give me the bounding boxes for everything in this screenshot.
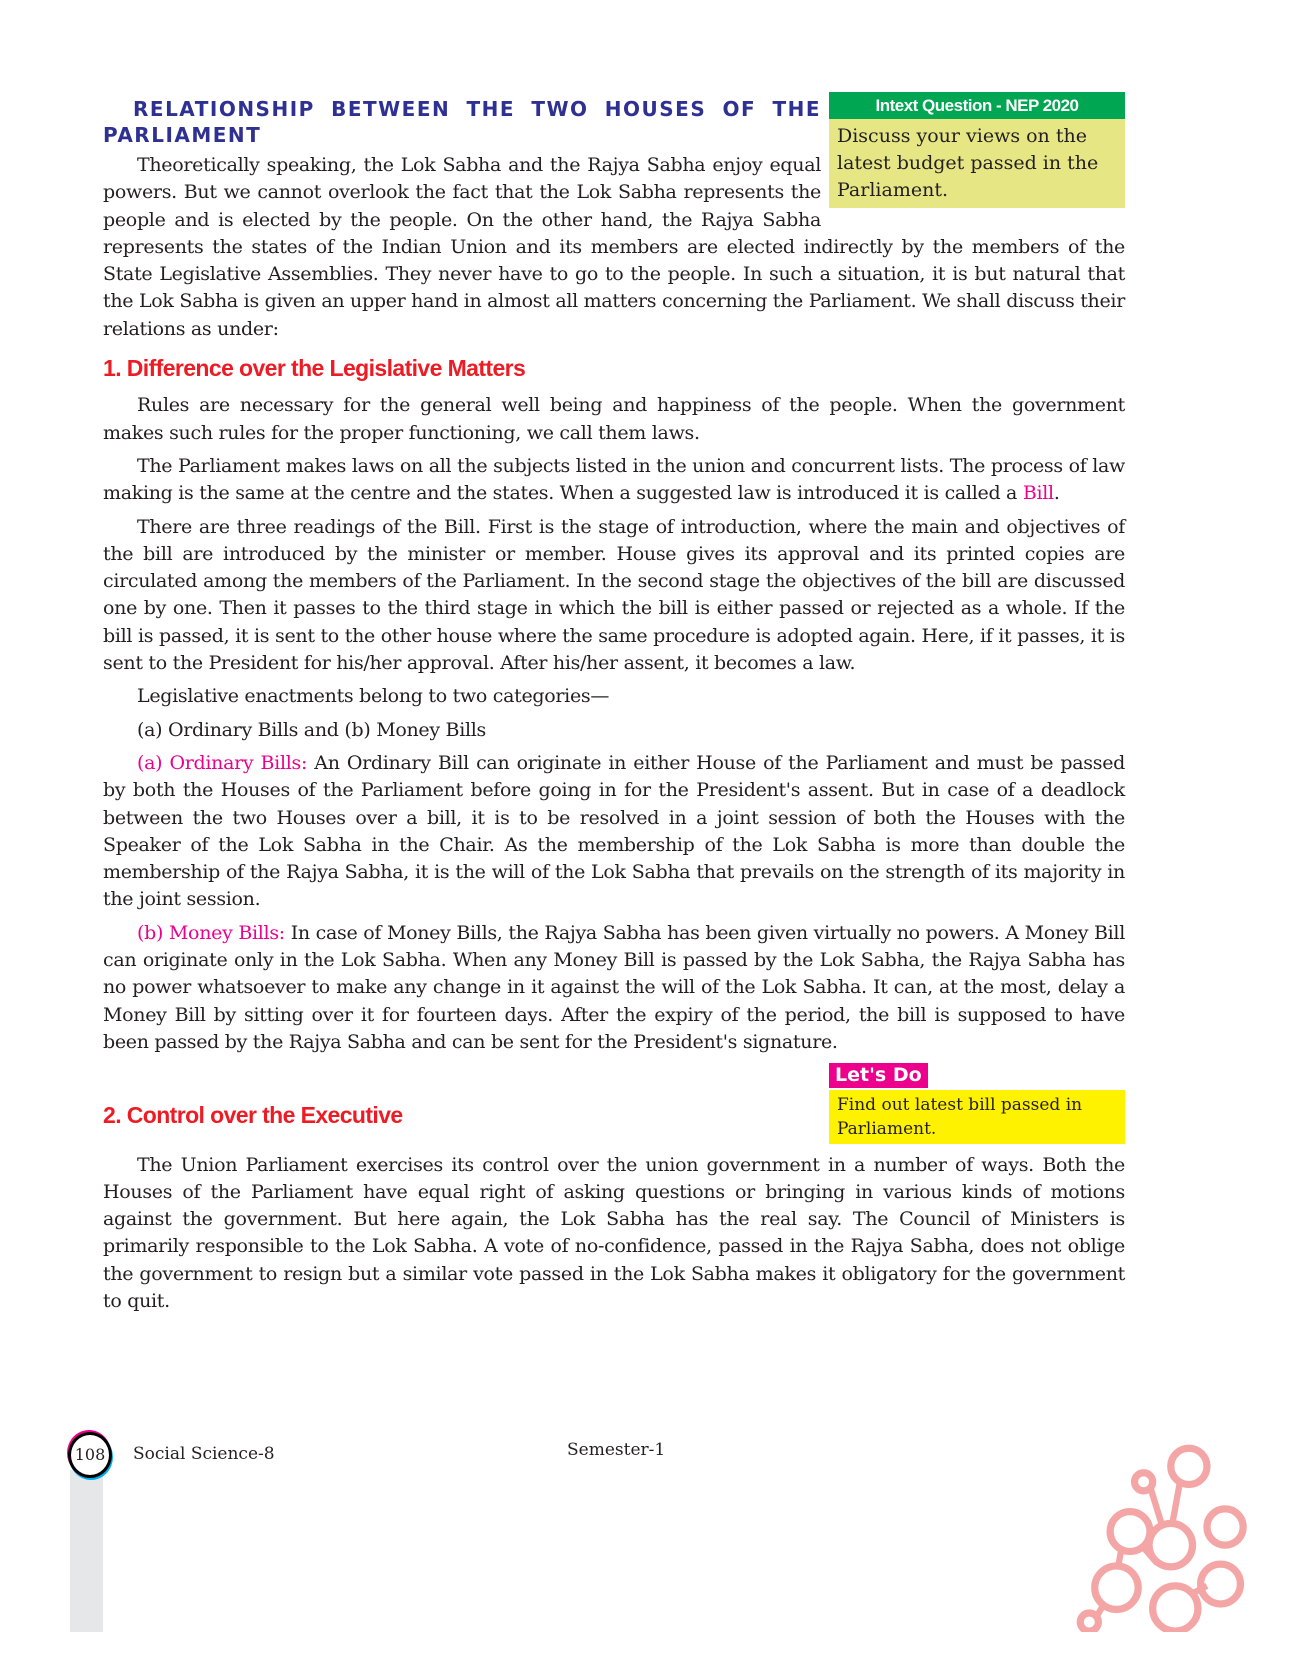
intext-question-text: Discuss your views on the latest budget passed in the Parliament. xyxy=(837,125,1099,201)
intro-paragraph: Theoretically speaking, the Lok Sabha and the Rajya Sabha enjoy equal powers. But we cannot overlook the fact that the Lok Sabha represents the people and is elected by the people. On the other hand, the Rajya Sabha represents the states of the Indian Union and its members are elected indirectly by the members of the State Legislative Assemblies. They never have to go to the people. In such a situation, it is but natural that the Lok Sabha is given an upper hand in almost all matters concerning the Parliament. We shall discuss their relations as under: xyxy=(103,154,1125,340)
lets-do-label: Let's Do xyxy=(829,1063,928,1088)
section1-title: 1. Difference over the Legislative Matters xyxy=(103,355,526,382)
footer xyxy=(0,1432,1296,1632)
semester-label: Semester-1 xyxy=(567,1440,666,1460)
paragraph: (a) Ordinary Bills and (b) Money Bills xyxy=(137,718,486,741)
paragraph-money-bills xyxy=(103,920,1125,1056)
section-heading: RELATIONSHIP BETWEEN THE TWO HOUSES OF THE PARLIAMENT xyxy=(103,97,821,147)
book-title: Social Science-8 xyxy=(133,1444,275,1464)
money-bills-label: (b) Money Bills: xyxy=(137,921,285,944)
page-number: 108 xyxy=(68,1432,112,1478)
ordinary-bills-label: (a) Ordinary Bills: xyxy=(137,751,308,774)
paragraph: There are three readings of the Bill. First is the stage of introduction, where the main and objectives of the bill are introduced by the minister or member. House gives its approval and its printed copies are circulated among the members of the Parliament. In the second stage the objectives of the bill are discussed one by one. Then it passes to the third stage in which the bill is either passed or rejected as a whole. If the bill is passed, it is sent to the other house where the same procedure is adopted again. Here, if it passes, it is sent to the President for his/her approval. After his/her assent, it becomes a law. xyxy=(103,515,1125,675)
lets-do-box xyxy=(829,1062,1125,1143)
page-content xyxy=(103,0,1125,1392)
paragraph-ordinary-bills xyxy=(103,750,1125,914)
paragraph: Rules are necessary for the general well being and happiness of the people. When the government makes such rules for the proper functioning, we call them laws. xyxy=(103,394,1125,444)
lets-do-text: Find out latest bill passed in Parliament. xyxy=(829,1090,1125,1144)
decorative-circles-icon xyxy=(1060,1432,1296,1632)
paragraph: The Parliament makes laws on all the subjects listed in the union and concurrent lists. The process of law making is the same at the centre and the states. When a suggested law is introduced it is called a Bill. xyxy=(103,454,1125,505)
paragraph: The Union Parliament exercises its control over the union government in a number of ways. Both the Houses of the Parliament have equal right of asking questions or bringing in various kinds of motions against the government. But here again, the Lok Sabha has the real say. The Council of Ministers is primarily responsible to the Lok Sabha. A vote of no-confidence, passed in the Rajya Sabha, does not oblige the government to resign but a similar vote passed in the Lok Sabha makes it obligatory for the government to quit. xyxy=(103,1153,1125,1312)
paragraph: Legislative enactments belong to two categories— xyxy=(137,685,610,708)
section2-title: 2. Control over the Executive xyxy=(103,1102,403,1129)
intext-question-title: Intext Question - NEP 2020 xyxy=(829,92,1125,119)
text: The Parliament makes laws on all the subjects listed in the union and concurrent lists. The process of law making is the same at the centre and the states. When a suggested law is introduced it is called a xyxy=(103,454,1125,505)
footer-strip xyxy=(70,1470,103,1632)
intext-question-box xyxy=(829,92,1125,208)
text: An Ordinary Bill can originate in either House of the Parliament and must be passed by both the Houses of the Parliament before going in for the President's assent. But in case of a deadlock between the two Houses over a bill, it is to be resolved in a joint session of both the Houses with the Speaker of the Lok Sabha in the Chair. As the membership of the Lok Sabha is more than double the membership of the Rajya Sabha, it is the will of the Lok Sabha that prevails on the strength of its majority in the joint session. xyxy=(103,751,1125,911)
text: In case of Money Bills, the Rajya Sabha has been given virtually no powers. A Money Bill can originate only in the Lok Sabha. When any Money Bill is passed by the Lok Sabha, the Rajya Sabha has no power whatsoever to make any change in it against the will of the Lok Sabha. It can, at the most, delay a Money Bill by sitting over it for fourteen days. After the expiry of the period, the bill is supposed to have been passed by the Rajya Sabha and can be sent for the President's signature. xyxy=(103,921,1125,1053)
term-bill: Bill xyxy=(1022,482,1054,505)
